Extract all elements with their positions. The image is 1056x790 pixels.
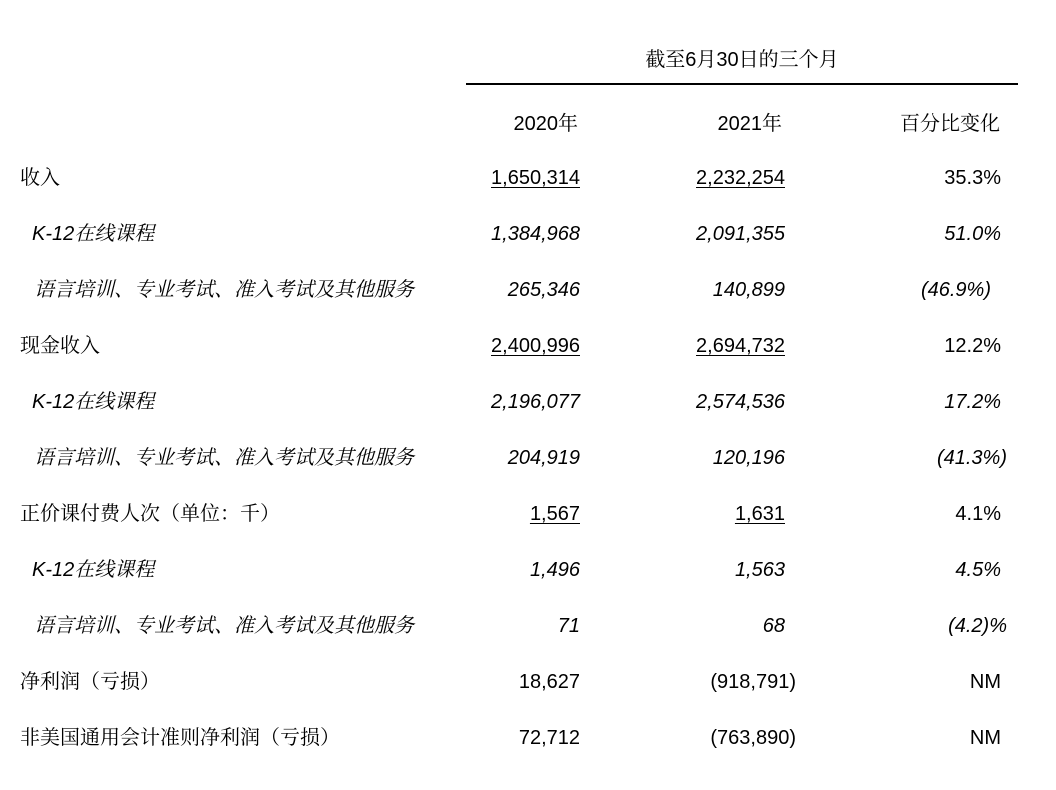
- row-label: 语言培训、专业考试、准入考试及其他服务: [34, 615, 414, 637]
- percent-change: NM: [969, 727, 1001, 749]
- value-2020: 1,496: [529, 559, 580, 581]
- table-row-non-gaap-net-income: [0, 724, 1056, 752]
- value-2020: 1,384,968: [491, 223, 580, 245]
- value-2020: 18,627: [518, 671, 580, 693]
- value-2021: (918,791): [710, 671, 796, 693]
- table-row-cash-revenue: [0, 332, 1056, 360]
- row-label: 现金收入: [20, 335, 100, 357]
- value-2021: 1,631: [734, 503, 785, 525]
- value-2021: 2,091,355: [696, 223, 785, 245]
- table-row-paid-enrollments-other: [0, 612, 1056, 640]
- value-2021: (763,890): [710, 727, 796, 749]
- row-label: 语言培训、专业考试、准入考试及其他服务: [34, 447, 414, 469]
- row-label: 非美国通用会计准则净利润（亏损）: [20, 727, 340, 749]
- column-header-percent-change: 百分比变化: [900, 113, 1000, 135]
- table-row-cash-revenue-other: [0, 444, 1056, 472]
- value-2021: 140,899: [712, 279, 785, 301]
- value-2021: 2,574,536: [696, 391, 785, 413]
- percent-change: 4.1%: [955, 503, 1001, 525]
- row-label: 收入: [20, 167, 60, 189]
- percent-change: 17.2%: [944, 391, 1001, 413]
- value-2021: 68: [762, 615, 785, 637]
- row-label: K-12在线课程: [32, 223, 155, 245]
- value-2020: 2,196,077: [491, 391, 580, 413]
- percent-change: 51.0%: [944, 223, 1001, 245]
- period-header-rule: [466, 83, 1018, 85]
- table-row-paid-enrollments-k12: [0, 556, 1056, 584]
- table-row-revenue-other: [0, 276, 1056, 304]
- row-label: 语言培训、专业考试、准入考试及其他服务: [34, 279, 414, 301]
- percent-change: 4.5%: [955, 559, 1001, 581]
- period-header: 截至6月30日的三个月: [645, 49, 839, 71]
- row-label: 净利润（亏损）: [20, 671, 160, 693]
- row-label: K-12在线课程: [32, 559, 155, 581]
- table-row-cash-revenue-k12: [0, 388, 1056, 416]
- percent-change: 35.3%: [944, 167, 1001, 189]
- percent-change: (41.3%): [936, 447, 1007, 469]
- value-2021: 120,196: [712, 447, 785, 469]
- column-header-2020: 2020年: [513, 113, 578, 135]
- value-2020: 2,400,996: [491, 335, 580, 357]
- column-header-2021: 2021年: [717, 113, 782, 135]
- percent-change: (4.2)%: [948, 615, 1007, 637]
- value-2020: 265,346: [507, 279, 580, 301]
- value-2020: 1,567: [529, 503, 580, 525]
- value-2021: 2,694,732: [696, 335, 785, 357]
- table-row-revenue: [0, 164, 1056, 192]
- percent-change: 12.2%: [944, 335, 1001, 357]
- percent-change: NM: [969, 671, 1001, 693]
- value-2020: 204,919: [507, 447, 580, 469]
- value-2020: 72,712: [518, 727, 580, 749]
- value-2021: 2,232,254: [696, 167, 785, 189]
- row-label: 正价课付费人次（单位：千）: [20, 503, 280, 525]
- table-row-net-income: [0, 668, 1056, 696]
- table-row-paid-enrollments: [0, 500, 1056, 528]
- percent-change: (46.9%): [920, 279, 991, 301]
- table-row-revenue-k12: [0, 220, 1056, 248]
- row-label: K-12在线课程: [32, 391, 155, 413]
- value-2020: 71: [557, 615, 580, 637]
- value-2020: 1,650,314: [491, 167, 580, 189]
- value-2021: 1,563: [734, 559, 785, 581]
